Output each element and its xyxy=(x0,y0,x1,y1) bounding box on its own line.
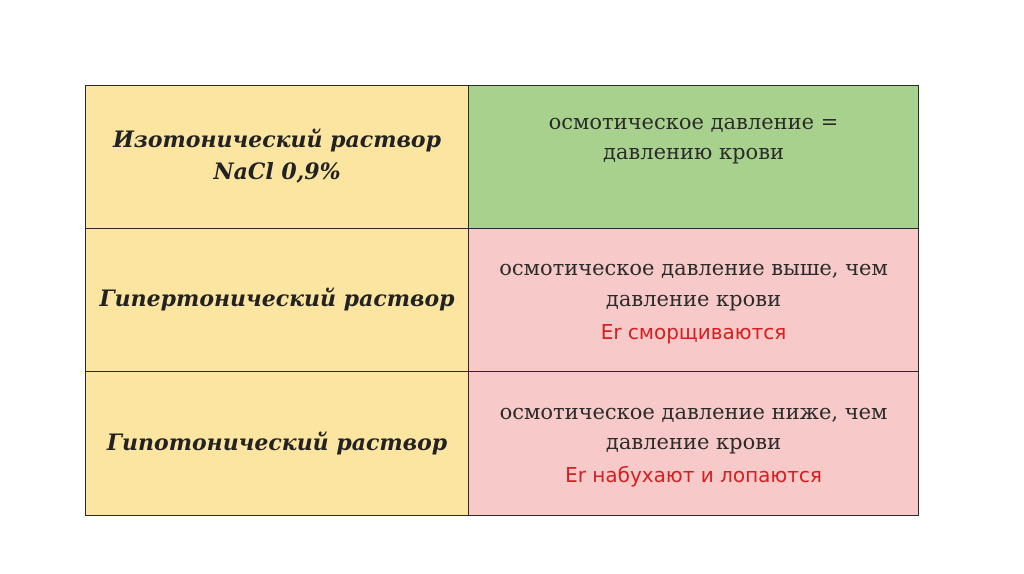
table-row xyxy=(86,372,919,516)
solution-concentration: NaCl 0,9% xyxy=(213,159,341,185)
top-bar xyxy=(0,0,1024,24)
comparison-table xyxy=(85,85,919,516)
solution-name: Гипотонический раствор xyxy=(106,429,448,456)
description-cell-hypotonic xyxy=(469,372,919,516)
description-line-2: давлению крови xyxy=(602,140,785,164)
table-row xyxy=(86,86,919,229)
effect-text: Er сморщиваются xyxy=(600,319,787,344)
solution-name: Гипертонический раствор xyxy=(99,286,455,313)
description-cell-isotonic xyxy=(469,86,919,229)
solution-name: Изотонический раствор xyxy=(113,127,441,154)
solution-cell-isotonic xyxy=(86,86,469,229)
description-line-1: осмотическое давление ниже, чем xyxy=(499,399,888,424)
effect-text: Er набухают и лопаются xyxy=(565,463,822,488)
description-line-2: давление крови xyxy=(605,430,782,454)
table-row xyxy=(86,229,919,372)
description-line-2: давление крови xyxy=(605,286,782,311)
solution-cell-hypertonic xyxy=(86,229,469,372)
description-line-1: осмотическое давление выше, чем xyxy=(499,256,888,281)
description-cell-hypertonic xyxy=(469,229,919,372)
description-line-1: осмотическое давление = xyxy=(548,109,839,134)
solution-cell-hypotonic xyxy=(86,372,469,516)
